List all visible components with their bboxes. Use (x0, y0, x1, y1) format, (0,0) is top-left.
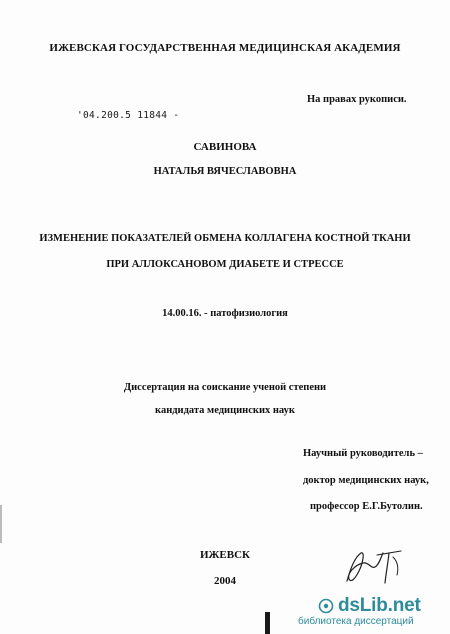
handwritten-signature (341, 545, 411, 587)
degree-line-1: Диссертация на соискание ученой степени (123, 382, 327, 393)
year: 2004 (214, 575, 236, 587)
watermark (298, 594, 421, 628)
catalog-code: '04.200.5 11844 - (77, 110, 180, 121)
institution-heading: ИЖЕВСКАЯ ГОСУДАРСТВЕННАЯ МЕДИЦИНСКАЯ АКАДЕМИЯ (49, 42, 401, 54)
dslib-logo-icon (318, 598, 334, 614)
author-given-names: НАТАЛЬЯ ВЯЧЕСЛАВОВНА (153, 166, 297, 177)
rights-note: На правах рукописи. (307, 94, 407, 105)
author-surname: САВИНОВА (193, 141, 257, 153)
dissertation-title-line-2: ПРИ АЛЛОКСАНОВОМ ДИАБЕТЕ И СТРЕССЕ (106, 259, 344, 270)
supervisor-line-1: Научный руководитель – (303, 448, 423, 459)
scan-edge-mark (0, 505, 2, 543)
specialty-code: 14.00.16. - патофизиология (162, 308, 288, 319)
scan-binding-mark (265, 612, 270, 634)
watermark-sub-text: библиотека диссертаций (298, 615, 414, 627)
dissertation-title-line-1: ИЗМЕНЕНИЕ ПОКАЗАТЕЛЕЙ ОБМЕНА КОЛЛАГЕНА КОСТНОЙ ТКАНИ (39, 233, 411, 244)
city: ИЖЕВСК (199, 549, 251, 561)
degree-line-2: кандидата медицинских наук (155, 405, 295, 416)
supervisor-line-3: профессор Е.Г.Бутолин. (310, 501, 423, 512)
supervisor-line-2: доктор медицинских наук, (303, 475, 429, 486)
watermark-main-text: dsLib.net (338, 594, 421, 616)
